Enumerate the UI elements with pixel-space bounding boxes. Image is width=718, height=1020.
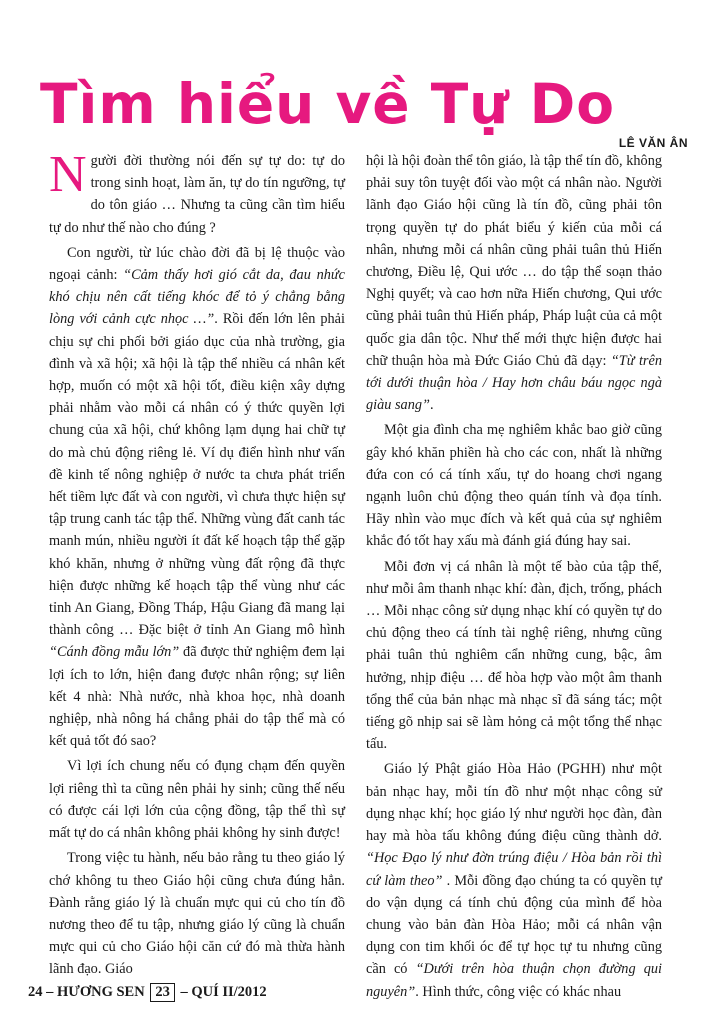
paragraph-text: . Mỗi đồng đạo chúng ta có quyền tự do vận dụng cá tính chủ động của mình để hòa chung vào bản đàn Hòa Hảo; mỗi cá nhân vận dụng con tim khối óc để tự học tự tu nhưng cũng cần có xyxy=(366,872,662,978)
issue-period: – QUÍ II/2012 xyxy=(180,984,267,1000)
quote: “Từ trên tới dưới thuận hòa / Hay hơn châu báu ngọc ngà giàu sang” xyxy=(366,352,662,414)
paragraph xyxy=(49,146,345,239)
page-number: 24 xyxy=(28,984,43,1000)
paragraph-text: Con người, từ lúc chào đời đã bị lệ thuộc vào ngoại cảnh: xyxy=(49,244,345,284)
page-footer xyxy=(28,983,267,1002)
paragraph-text: Một gia đình cha mẹ nghiêm khắc bao giờ cũng gây khó khăn phiền hà cho các con, nhất là những đứa con có cá tính xấu, tự do hoang chơi ngang ngạnh luôn chủ động theo quán tính và đọa tính. Hãy nhìn vào mục đích và kết quả của sự nghiêm khắc đó tốt hay xấu mà đánh giá đúng hay sai. xyxy=(366,422,662,550)
paragraph-text: hội là hội đoàn thể tôn giáo, là tập thể tín đồ, không phải suy tôn tuyệt đối vào một cá nhân nào. Người lãnh đạo Giáo hội cũng là tín đồ, cũng phải tôn trọng quyền tự do phát biểu ý kiến của mỗi cá nhân, nhưng mỗi cá nhân cũng phải tuân thủ Hiến chương, Điều lệ, Qui ước … do tập thể soạn thảo Nghị quyết; và cao hơn nữa Hiến chương, Qui ước cũng phải tuân thủ Hiến pháp, Pháp luật của cả một quốc gia dân tộc. Như thế mới thực hiện được hai chữ thuận hòa mà Đức Giáo Chủ đã dạy: xyxy=(366,153,662,369)
left-column xyxy=(49,146,346,978)
paragraph-text: Vì lợi ích chung nếu có đụng chạm đến quyền lợi riêng thì ta cũng nên phải hy sinh; cũng thế nếu có được cái lợi lớn của cộng đồng, tập thể thì sự mất tự do cá nhân không phải không hy sinh được! xyxy=(49,758,345,842)
paragraph-text: Trong việc tu hành, nếu bảo rằng tu theo giáo lý chớ không tu theo Giáo hội cũng chưa đúng hẳn. Đành rằng giáo lý là chuẩn mực qui củ cho tín đồ nương theo để tu tập, nhưng giáo lý cũng là chuẩn mực qui củ cho Giáo hội căn cứ đó mà thừa hành lãnh đạo. Giáo xyxy=(49,850,345,978)
paragraph-text: gười đời thường nói đến sự tự do: tự do trong sinh hoạt, làm ăn, tự do tín ngưỡng, tự do tôn giáo … Nhưng ta cũng cần tìm hiểu tự do như thế nào cho đúng ? xyxy=(49,153,345,236)
paragraph xyxy=(366,150,662,416)
paragraph xyxy=(49,847,345,980)
paragraph-text: Giáo lý Phật giáo Hòa Hảo (PGHH) như một bản nhạc hay, mỗi tín đồ như một nhạc công sử dụng nhạc khí; học giáo lý như người học đàn, đàn hay mà hòa tấu không đúng điệu cũng thành dở. xyxy=(366,761,662,845)
paragraph xyxy=(49,242,345,753)
paragraph-text: đã được thử nghiệm đem lại lợi ích to lớn, hiện đang được nhân rộng; sự liên kết 4 nhà: Nhà nước, nhà khoa học, nhà doanh nghiệp, nhà nông há chẳng phải do tập thể mà có kết quả tốt đó sao? xyxy=(49,644,345,750)
magazine-name: – HƯƠNG SEN xyxy=(46,984,145,1000)
issue-number: 23 xyxy=(150,983,175,1002)
author-name: LÊ VĂN ÂN xyxy=(618,136,688,150)
article-title: Tìm hiểu về Tự Do xyxy=(40,72,616,136)
quote: “Học Đạo lý như đờn trúng điệu / Hòa bản rồi thì cứ làm theo” xyxy=(366,850,662,889)
paragraph-text: . xyxy=(429,397,434,414)
paragraph xyxy=(366,419,662,552)
paragraph-text: . Hình thức, công việc có khác nhau xyxy=(415,983,622,1000)
quote: “Cánh đồng mẫu lớn” xyxy=(49,644,180,661)
paragraph-text: Mỗi đơn vị cá nhân là một tế bào của tập thể, như mỗi âm thanh nhạc khí: đàn, địch, trống, phách … Mỗi nhạc công sử dụng nhạc khí có quyền tự do chủ động theo cá tính tài nghệ riêng, nhưng cũng phải tuân thủ nghiêm cẩn những cung, bậc, âm hưởng, nhịp điệu … để hòa hợp vào một âm thanh tổng thể của bản nhạc mà nhạc sĩ đã sáng tác; một tiếng gõ nhịp sai sẽ làm hỏng cả một tổng thể nhạc tấu. xyxy=(366,558,662,753)
paragraph xyxy=(49,755,345,844)
paragraph-text: . Rồi đến lớn lên phải chịu sự chi phối bởi giáo dục của nhà trường, gia đình và xã hội; xã hội là tập thể nhiều cá nhân kết hợp, muốn có một xã hội tốt, điều kiện xây dựng phải nhằm vào mỗi cá nhân có ý thức quyền lợi chung của xã hội, chứ không lạm dụng hai chữ tự do mà chủ động riêng lẻ. Ví dụ điển hình như vấn đề kinh tế nông nghiệp ở nước ta chưa phát triển hết tiềm lực đất và con người, vì chưa thực hiện sự tập trung canh tác tập thể. Những vùng đất canh tác manh mún, nhiều người ít đất kế hoạch tập thể gặp khó khăn, nhưng ở những vùng đất rộng đã thực hiện được những kế hoạch tập thể vùng như các tỉnh An Giang, Đồng Tháp, Hậu Giang đã mang lại thành công … Đặc biệt ở tỉnh An Giang mô hình xyxy=(49,311,345,639)
right-column xyxy=(366,150,662,1000)
quote: “Dưới trên hòa thuận chọn đường qui nguyên” xyxy=(366,961,662,1000)
drop-cap: N xyxy=(49,146,87,203)
quote: “Cảm thấy hơi gió cắt da, đau nhức khó chịu nên cất tiếng khóc để tỏ ý chẳng bằng lòng với cảnh cực nhọc …” xyxy=(49,267,346,328)
paragraph xyxy=(366,758,662,1002)
paragraph xyxy=(366,556,662,756)
